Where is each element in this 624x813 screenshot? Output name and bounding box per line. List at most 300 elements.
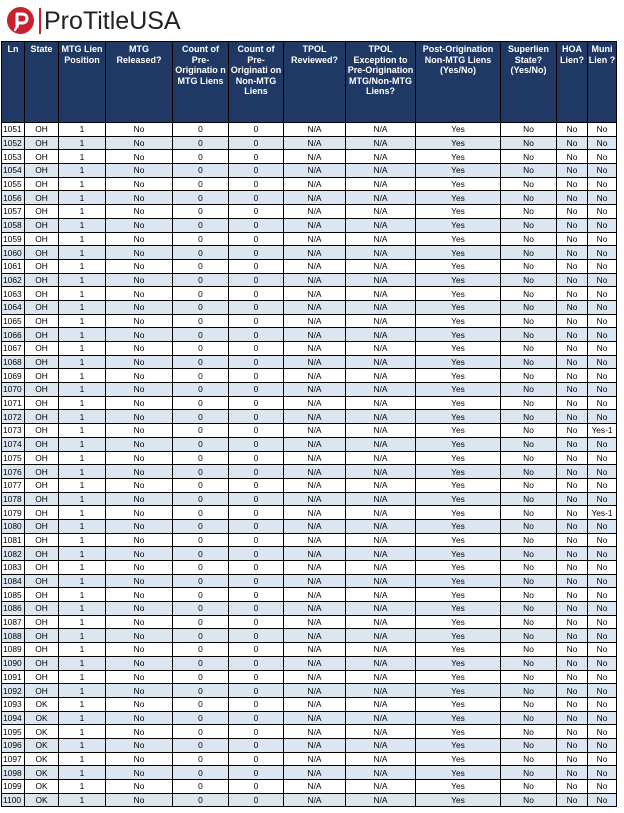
cell-state: OK xyxy=(25,793,59,807)
cell-count-pre-mtg: 0 xyxy=(173,793,229,807)
cell-tpol-exception: N/A xyxy=(346,123,416,137)
cell-post-origination: Yes xyxy=(416,492,501,506)
cell-ln: 1073 xyxy=(2,424,25,438)
cell-hoa-lien: No xyxy=(557,588,588,602)
cell-hoa-lien: No xyxy=(557,574,588,588)
cell-tpol-reviewed: N/A xyxy=(284,287,346,301)
cell-tpol-reviewed: N/A xyxy=(284,150,346,164)
cell-mtg-lien-position: 1 xyxy=(59,656,106,670)
cell-count-pre-non-mtg: 0 xyxy=(229,684,284,698)
table-row xyxy=(2,177,617,191)
cell-superlien-state: No xyxy=(501,478,557,492)
cell-state: OH xyxy=(25,177,59,191)
cell-mtg-lien-position: 1 xyxy=(59,629,106,643)
cell-muni-lien: No xyxy=(588,643,617,657)
cell-ln: 1059 xyxy=(2,232,25,246)
cell-superlien-state: No xyxy=(501,451,557,465)
cell-state: OH xyxy=(25,519,59,533)
cell-count-pre-non-mtg: 0 xyxy=(229,766,284,780)
cell-tpol-exception: N/A xyxy=(346,342,416,356)
cell-muni-lien: No xyxy=(588,697,617,711)
cell-state: OH xyxy=(25,506,59,520)
cell-post-origination: Yes xyxy=(416,697,501,711)
cell-count-pre-mtg: 0 xyxy=(173,780,229,794)
cell-post-origination: Yes xyxy=(416,218,501,232)
cell-superlien-state: No xyxy=(501,752,557,766)
cell-tpol-reviewed: N/A xyxy=(284,314,346,328)
cell-post-origination: Yes xyxy=(416,793,501,807)
cell-mtg-released: No xyxy=(106,259,173,273)
cell-mtg-released: No xyxy=(106,451,173,465)
cell-muni-lien: No xyxy=(588,355,617,369)
cell-tpol-reviewed: N/A xyxy=(284,451,346,465)
cell-tpol-exception: N/A xyxy=(346,259,416,273)
cell-muni-lien: No xyxy=(588,437,617,451)
cell-state: OH xyxy=(25,602,59,616)
cell-count-pre-non-mtg: 0 xyxy=(229,629,284,643)
cell-state: OK xyxy=(25,738,59,752)
cell-tpol-exception: N/A xyxy=(346,629,416,643)
cell-state: OK xyxy=(25,711,59,725)
cell-superlien-state: No xyxy=(501,602,557,616)
cell-post-origination: Yes xyxy=(416,780,501,794)
col-header-muni-lien: Muni Lien ? xyxy=(588,42,617,123)
cell-tpol-exception: N/A xyxy=(346,506,416,520)
table-row xyxy=(2,342,617,356)
table-row xyxy=(2,410,617,424)
cell-superlien-state: No xyxy=(501,355,557,369)
cell-mtg-lien-position: 1 xyxy=(59,314,106,328)
cell-ln: 1077 xyxy=(2,478,25,492)
cell-superlien-state: No xyxy=(501,177,557,191)
cell-mtg-released: No xyxy=(106,123,173,137)
cell-count-pre-non-mtg: 0 xyxy=(229,383,284,397)
cell-ln: 1072 xyxy=(2,410,25,424)
cell-superlien-state: No xyxy=(501,561,557,575)
cell-count-pre-mtg: 0 xyxy=(173,328,229,342)
cell-tpol-exception: N/A xyxy=(346,218,416,232)
cell-mtg-released: No xyxy=(106,615,173,629)
cell-superlien-state: No xyxy=(501,369,557,383)
cell-tpol-exception: N/A xyxy=(346,273,416,287)
cell-muni-lien: No xyxy=(588,561,617,575)
cell-state: OK xyxy=(25,725,59,739)
cell-ln: 1067 xyxy=(2,342,25,356)
cell-count-pre-mtg: 0 xyxy=(173,342,229,356)
table-row xyxy=(2,533,617,547)
cell-count-pre-mtg: 0 xyxy=(173,684,229,698)
cell-count-pre-non-mtg: 0 xyxy=(229,232,284,246)
cell-muni-lien: No xyxy=(588,725,617,739)
cell-state: OH xyxy=(25,451,59,465)
cell-ln: 1100 xyxy=(2,793,25,807)
cell-mtg-lien-position: 1 xyxy=(59,287,106,301)
cell-muni-lien: No xyxy=(588,670,617,684)
cell-count-pre-mtg: 0 xyxy=(173,561,229,575)
table-row xyxy=(2,670,617,684)
cell-tpol-reviewed: N/A xyxy=(284,752,346,766)
cell-mtg-lien-position: 1 xyxy=(59,697,106,711)
cell-hoa-lien: No xyxy=(557,437,588,451)
cell-state: OH xyxy=(25,342,59,356)
cell-ln: 1075 xyxy=(2,451,25,465)
cell-post-origination: Yes xyxy=(416,177,501,191)
cell-superlien-state: No xyxy=(501,506,557,520)
cell-hoa-lien: No xyxy=(557,300,588,314)
cell-count-pre-mtg: 0 xyxy=(173,670,229,684)
cell-mtg-lien-position: 1 xyxy=(59,273,106,287)
cell-post-origination: Yes xyxy=(416,396,501,410)
cell-mtg-released: No xyxy=(106,177,173,191)
cell-hoa-lien: No xyxy=(557,287,588,301)
cell-mtg-lien-position: 1 xyxy=(59,588,106,602)
cell-tpol-exception: N/A xyxy=(346,465,416,479)
cell-mtg-lien-position: 1 xyxy=(59,465,106,479)
cell-state: OH xyxy=(25,314,59,328)
cell-tpol-reviewed: N/A xyxy=(284,492,346,506)
cell-state: OH xyxy=(25,574,59,588)
cell-tpol-reviewed: N/A xyxy=(284,383,346,397)
table-row xyxy=(2,615,617,629)
cell-mtg-released: No xyxy=(106,519,173,533)
cell-tpol-reviewed: N/A xyxy=(284,588,346,602)
cell-hoa-lien: No xyxy=(557,643,588,657)
table-row xyxy=(2,232,617,246)
cell-mtg-released: No xyxy=(106,383,173,397)
cell-tpol-exception: N/A xyxy=(346,328,416,342)
cell-tpol-reviewed: N/A xyxy=(284,478,346,492)
cell-hoa-lien: No xyxy=(557,218,588,232)
cell-mtg-lien-position: 1 xyxy=(59,670,106,684)
cell-superlien-state: No xyxy=(501,465,557,479)
cell-mtg-released: No xyxy=(106,150,173,164)
cell-superlien-state: No xyxy=(501,519,557,533)
cell-mtg-released: No xyxy=(106,506,173,520)
cell-hoa-lien: No xyxy=(557,369,588,383)
cell-hoa-lien: No xyxy=(557,547,588,561)
cell-tpol-exception: N/A xyxy=(346,164,416,178)
col-header-count-pre-mtg: Count of Pre-Originatio n MTG Liens xyxy=(173,42,229,123)
cell-muni-lien: No xyxy=(588,780,617,794)
cell-count-pre-mtg: 0 xyxy=(173,643,229,657)
cell-tpol-exception: N/A xyxy=(346,561,416,575)
cell-mtg-released: No xyxy=(106,780,173,794)
cell-superlien-state: No xyxy=(501,738,557,752)
table-row xyxy=(2,793,617,807)
cell-tpol-exception: N/A xyxy=(346,287,416,301)
cell-muni-lien: No xyxy=(588,123,617,137)
cell-state: OH xyxy=(25,123,59,137)
cell-superlien-state: No xyxy=(501,588,557,602)
cell-superlien-state: No xyxy=(501,410,557,424)
cell-count-pre-mtg: 0 xyxy=(173,232,229,246)
cell-count-pre-non-mtg: 0 xyxy=(229,519,284,533)
col-header-hoa-lien: HOA Lien? xyxy=(557,42,588,123)
cell-muni-lien: No xyxy=(588,314,617,328)
cell-post-origination: Yes xyxy=(416,602,501,616)
cell-tpol-exception: N/A xyxy=(346,451,416,465)
cell-mtg-lien-position: 1 xyxy=(59,492,106,506)
cell-tpol-reviewed: N/A xyxy=(284,410,346,424)
cell-hoa-lien: No xyxy=(557,629,588,643)
cell-mtg-released: No xyxy=(106,738,173,752)
protitleusa-logo xyxy=(3,4,201,38)
cell-ln: 1056 xyxy=(2,191,25,205)
cell-tpol-reviewed: N/A xyxy=(284,396,346,410)
cell-muni-lien: No xyxy=(588,259,617,273)
cell-state: OH xyxy=(25,396,59,410)
cell-tpol-reviewed: N/A xyxy=(284,273,346,287)
table-row xyxy=(2,150,617,164)
cell-mtg-released: No xyxy=(106,136,173,150)
cell-superlien-state: No xyxy=(501,780,557,794)
cell-ln: 1094 xyxy=(2,711,25,725)
cell-count-pre-mtg: 0 xyxy=(173,136,229,150)
cell-superlien-state: No xyxy=(501,191,557,205)
cell-tpol-exception: N/A xyxy=(346,519,416,533)
cell-ln: 1068 xyxy=(2,355,25,369)
cell-post-origination: Yes xyxy=(416,342,501,356)
cell-count-pre-non-mtg: 0 xyxy=(229,342,284,356)
table-row xyxy=(2,465,617,479)
cell-muni-lien: No xyxy=(588,232,617,246)
cell-superlien-state: No xyxy=(501,150,557,164)
cell-post-origination: Yes xyxy=(416,314,501,328)
table-row xyxy=(2,136,617,150)
cell-ln: 1092 xyxy=(2,684,25,698)
cell-ln: 1052 xyxy=(2,136,25,150)
cell-muni-lien: No xyxy=(588,478,617,492)
cell-ln: 1090 xyxy=(2,656,25,670)
cell-tpol-reviewed: N/A xyxy=(284,164,346,178)
cell-mtg-lien-position: 1 xyxy=(59,684,106,698)
cell-state: OK xyxy=(25,780,59,794)
cell-tpol-reviewed: N/A xyxy=(284,136,346,150)
table-row xyxy=(2,287,617,301)
cell-ln: 1084 xyxy=(2,574,25,588)
cell-tpol-reviewed: N/A xyxy=(284,697,346,711)
cell-tpol-reviewed: N/A xyxy=(284,218,346,232)
cell-count-pre-non-mtg: 0 xyxy=(229,615,284,629)
cell-count-pre-mtg: 0 xyxy=(173,465,229,479)
cell-state: OH xyxy=(25,615,59,629)
cell-tpol-reviewed: N/A xyxy=(284,780,346,794)
cell-mtg-lien-position: 1 xyxy=(59,519,106,533)
lien-review-table xyxy=(1,41,617,807)
table-row xyxy=(2,273,617,287)
cell-tpol-exception: N/A xyxy=(346,246,416,260)
cell-mtg-released: No xyxy=(106,793,173,807)
cell-ln: 1095 xyxy=(2,725,25,739)
table-row xyxy=(2,300,617,314)
cell-count-pre-non-mtg: 0 xyxy=(229,588,284,602)
table-row xyxy=(2,752,617,766)
cell-ln: 1070 xyxy=(2,383,25,397)
cell-count-pre-mtg: 0 xyxy=(173,615,229,629)
cell-ln: 1071 xyxy=(2,396,25,410)
cell-superlien-state: No xyxy=(501,396,557,410)
cell-state: OH xyxy=(25,684,59,698)
cell-mtg-released: No xyxy=(106,232,173,246)
cell-superlien-state: No xyxy=(501,656,557,670)
cell-ln: 1051 xyxy=(2,123,25,137)
cell-post-origination: Yes xyxy=(416,300,501,314)
cell-mtg-lien-position: 1 xyxy=(59,328,106,342)
cell-post-origination: Yes xyxy=(416,465,501,479)
cell-state: OH xyxy=(25,164,59,178)
cell-count-pre-non-mtg: 0 xyxy=(229,574,284,588)
cell-count-pre-mtg: 0 xyxy=(173,533,229,547)
cell-count-pre-non-mtg: 0 xyxy=(229,656,284,670)
cell-tpol-exception: N/A xyxy=(346,670,416,684)
cell-count-pre-non-mtg: 0 xyxy=(229,547,284,561)
cell-count-pre-mtg: 0 xyxy=(173,369,229,383)
cell-hoa-lien: No xyxy=(557,164,588,178)
cell-tpol-reviewed: N/A xyxy=(284,533,346,547)
cell-tpol-reviewed: N/A xyxy=(284,424,346,438)
cell-muni-lien: No xyxy=(588,793,617,807)
cell-count-pre-non-mtg: 0 xyxy=(229,396,284,410)
cell-count-pre-non-mtg: 0 xyxy=(229,492,284,506)
cell-muni-lien: No xyxy=(588,273,617,287)
cell-muni-lien: No xyxy=(588,300,617,314)
cell-mtg-released: No xyxy=(106,561,173,575)
cell-superlien-state: No xyxy=(501,136,557,150)
cell-hoa-lien: No xyxy=(557,615,588,629)
cell-tpol-exception: N/A xyxy=(346,437,416,451)
cell-count-pre-mtg: 0 xyxy=(173,424,229,438)
cell-count-pre-mtg: 0 xyxy=(173,383,229,397)
cell-post-origination: Yes xyxy=(416,533,501,547)
cell-tpol-exception: N/A xyxy=(346,396,416,410)
table-row xyxy=(2,574,617,588)
cell-hoa-lien: No xyxy=(557,383,588,397)
cell-hoa-lien: No xyxy=(557,396,588,410)
cell-count-pre-mtg: 0 xyxy=(173,547,229,561)
cell-muni-lien: No xyxy=(588,519,617,533)
cell-tpol-exception: N/A xyxy=(346,136,416,150)
cell-count-pre-mtg: 0 xyxy=(173,246,229,260)
cell-muni-lien: No xyxy=(588,615,617,629)
cell-tpol-reviewed: N/A xyxy=(284,123,346,137)
cell-tpol-exception: N/A xyxy=(346,150,416,164)
cell-tpol-reviewed: N/A xyxy=(284,328,346,342)
table-row xyxy=(2,369,617,383)
cell-mtg-released: No xyxy=(106,643,173,657)
cell-muni-lien: No xyxy=(588,602,617,616)
table-row xyxy=(2,780,617,794)
cell-ln: 1099 xyxy=(2,780,25,794)
table-row xyxy=(2,547,617,561)
cell-post-origination: Yes xyxy=(416,287,501,301)
cell-mtg-released: No xyxy=(106,478,173,492)
cell-tpol-exception: N/A xyxy=(346,684,416,698)
col-header-count-pre-non-mtg: Count of Pre-Originati on Non-MTG Liens xyxy=(229,42,284,123)
cell-state: OH xyxy=(25,492,59,506)
cell-post-origination: Yes xyxy=(416,136,501,150)
cell-mtg-released: No xyxy=(106,355,173,369)
cell-mtg-lien-position: 1 xyxy=(59,478,106,492)
cell-post-origination: Yes xyxy=(416,670,501,684)
cell-mtg-released: No xyxy=(106,328,173,342)
cell-mtg-released: No xyxy=(106,300,173,314)
cell-tpol-reviewed: N/A xyxy=(284,205,346,219)
cell-superlien-state: No xyxy=(501,697,557,711)
cell-ln: 1063 xyxy=(2,287,25,301)
cell-muni-lien: No xyxy=(588,383,617,397)
cell-tpol-reviewed: N/A xyxy=(284,300,346,314)
cell-mtg-lien-position: 1 xyxy=(59,602,106,616)
logo-divider xyxy=(39,8,41,34)
table-row xyxy=(2,314,617,328)
cell-mtg-released: No xyxy=(106,465,173,479)
cell-muni-lien: No xyxy=(588,738,617,752)
cell-tpol-exception: N/A xyxy=(346,492,416,506)
table-row xyxy=(2,328,617,342)
cell-count-pre-mtg: 0 xyxy=(173,588,229,602)
cell-state: OH xyxy=(25,232,59,246)
cell-tpol-exception: N/A xyxy=(346,300,416,314)
cell-post-origination: Yes xyxy=(416,355,501,369)
cell-ln: 1098 xyxy=(2,766,25,780)
cell-state: OK xyxy=(25,697,59,711)
cell-state: OH xyxy=(25,259,59,273)
cell-tpol-reviewed: N/A xyxy=(284,574,346,588)
cell-post-origination: Yes xyxy=(416,369,501,383)
cell-count-pre-non-mtg: 0 xyxy=(229,218,284,232)
cell-state: OH xyxy=(25,561,59,575)
cell-count-pre-non-mtg: 0 xyxy=(229,246,284,260)
cell-count-pre-non-mtg: 0 xyxy=(229,697,284,711)
cell-ln: 1074 xyxy=(2,437,25,451)
cell-count-pre-mtg: 0 xyxy=(173,273,229,287)
cell-state: OH xyxy=(25,273,59,287)
table-body xyxy=(2,123,617,807)
cell-state: OH xyxy=(25,670,59,684)
table-row xyxy=(2,643,617,657)
cell-muni-lien: No xyxy=(588,177,617,191)
cell-mtg-lien-position: 1 xyxy=(59,738,106,752)
cell-post-origination: Yes xyxy=(416,725,501,739)
cell-muni-lien: No xyxy=(588,629,617,643)
cell-hoa-lien: No xyxy=(557,273,588,287)
cell-hoa-lien: No xyxy=(557,451,588,465)
cell-superlien-state: No xyxy=(501,123,557,137)
cell-mtg-released: No xyxy=(106,766,173,780)
cell-state: OK xyxy=(25,766,59,780)
table-row xyxy=(2,684,617,698)
cell-superlien-state: No xyxy=(501,342,557,356)
table-row xyxy=(2,738,617,752)
cell-count-pre-mtg: 0 xyxy=(173,205,229,219)
cell-hoa-lien: No xyxy=(557,465,588,479)
cell-count-pre-non-mtg: 0 xyxy=(229,602,284,616)
cell-mtg-lien-position: 1 xyxy=(59,300,106,314)
cell-tpol-exception: N/A xyxy=(346,191,416,205)
cell-hoa-lien: No xyxy=(557,314,588,328)
cell-post-origination: Yes xyxy=(416,643,501,657)
table-row xyxy=(2,629,617,643)
cell-tpol-exception: N/A xyxy=(346,711,416,725)
col-header-post-origination: Post-Origination Non-MTG Liens (Yes/No) xyxy=(416,42,501,123)
cell-state: OH xyxy=(25,588,59,602)
table-row xyxy=(2,396,617,410)
cell-muni-lien: No xyxy=(588,396,617,410)
cell-tpol-exception: N/A xyxy=(346,738,416,752)
cell-mtg-lien-position: 1 xyxy=(59,574,106,588)
cell-hoa-lien: No xyxy=(557,478,588,492)
cell-mtg-released: No xyxy=(106,725,173,739)
